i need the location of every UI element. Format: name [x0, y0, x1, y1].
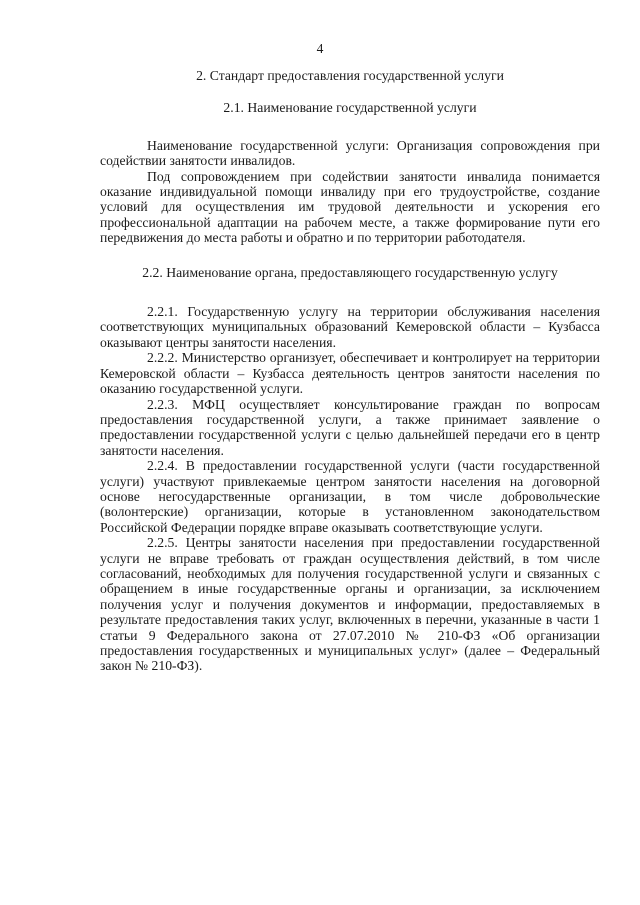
document-body [100, 66, 600, 674]
paragraph-2-2-2: 2.2.2. Министерство организует, обеспечивает и контролирует на территории Кемеровской области – Кузбасса деятельность центров занятости населения по оказанию государственной услуги. [100, 350, 600, 397]
paragraph-service-name: Наименование государственной услуги: Организация сопровождения при содействии занятости инвалидов. [100, 137, 600, 169]
subsection-heading-2-1: 2.1. Наименование государственной услуги [223, 100, 477, 116]
section-heading: 2. Стандарт предоставления государственной услуги [196, 68, 504, 83]
paragraph-2-2-1: 2.2.1. Государственную услугу на территории обслуживания населения соответствующих муниципальных образований Кемеровской области – Кузбасса оказывают центры занятости населения. [100, 304, 600, 350]
paragraph-2-2-3: 2.2.3. МФЦ осуществляет консультирование граждан по вопросам предоставления государственной услуги, а также принимает заявление о предоставлении государственной услуги с целью дальнейшей передачи его в центр занятости населения. [100, 396, 600, 458]
subsection-heading-2-2: 2.2. Наименование органа, предоставляющего государственную услугу [142, 264, 558, 280]
paragraph-support-definition: Под сопровождением при содействии занятости инвалида понимается оказание индивидуальной помощи инвалиду при его трудоустройстве, создание условий для осуществления им трудовой деятельности и ускорения его профессиональной адаптации на рабочем месте, а также формирование пути его передвижения до места работы и обратно и по территории работодателя. [100, 168, 600, 246]
paragraph-2-2-5: 2.2.5. Центры занятости населения при предоставлении государственной услуги не вправе требовать от граждан осуществления действий, в том числе согласований, необходимых для получения государственной услуги и связанных с обращением в иные государственные органы и организации, за исключением получения услуг и получения документов и информации, предоставляемых в результате предоставления таких услуг, включенных в перечни, указанные в части 1 статьи 9 Федерального закона от 27.07.2010 № 210-ФЗ «Об организации предоставления государственных и муниципальных услуг» (далее – Федеральный закон № 210-ФЗ). [100, 535, 600, 674]
paragraph-2-2-4: 2.2.4. В предоставлении государственной услуги (части государственной услуги) участвуют привлекаемые центром занятости населения на договорной основе негосударственные организации, в том числе добровольческие (волонтерские) организации, которые в установленном законодательством Российской Федерации порядке вправе оказывать соответствующие услуги. [100, 458, 600, 535]
page-number: 4 [316, 41, 324, 56]
